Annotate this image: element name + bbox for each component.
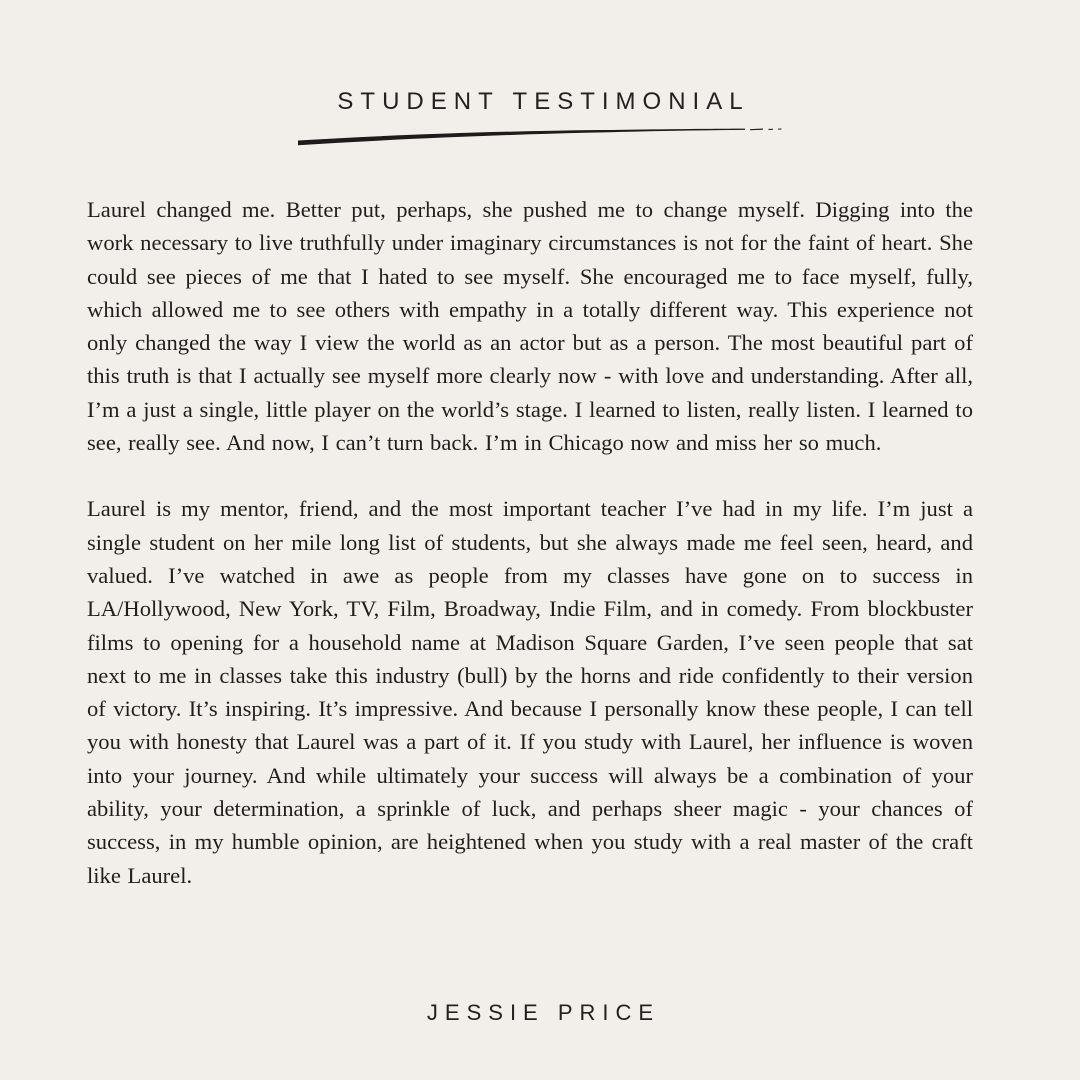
brush-underline-icon <box>295 123 785 149</box>
page-title: STUDENT TESTIMONIAL <box>337 88 750 116</box>
testimonial-body <box>87 193 973 925</box>
testimonial-paragraph-1: Laurel changed me. Better put, perhaps, she pushed me to change myself. Digging into the work necessary to live truthfully under imaginary circumstances is not for the faint of heart. She could see pieces of me that I hated to see myself. She encouraged me to face myself, fully, which allowed me to see others with empathy in a totally different way. This experience not only changed the way I view the world as an actor but as a person. The most beautiful part of this truth is that I actually see myself more clearly now - with love and understanding. After all, I’m a just a single, little player on the world’s stage. I learned to listen, really listen. I learned to see, really see. And now, I can’t turn back. I’m in Chicago now and miss her so much. <box>87 197 973 456</box>
attribution-name: JESSIE PRICE <box>426 1000 661 1025</box>
testimonial-paragraph-2: Laurel is my mentor, friend, and the most important teacher I’ve had in my life. I’m just a single student on her mile long list of students, but she always made me feel seen, heard, and valued. I’ve watched in awe as people from my classes have gone on to success in LA/Hollywood, New York, TV, Film, Broadway, Indie Film, and in comedy. From blockbuster films to opening for a household name at Madison Square Garden, I’ve seen people that sat next to me in classes take this industry (bull) by the horns and ride confidently to their version of victory. It’s inspiring. It’s impressive. And because I personally know these people, I can tell you with honesty that Laurel was a part of it. If you study with Laurel, her influence is woven into your journey. And while ultimately your success will always be a combination of your ability, your determination, a sprinkle of luck, and perhaps sheer magic - your chances of success, in my humble opinion, are heightened when you study with a real master of the craft like Laurel. <box>87 496 973 888</box>
